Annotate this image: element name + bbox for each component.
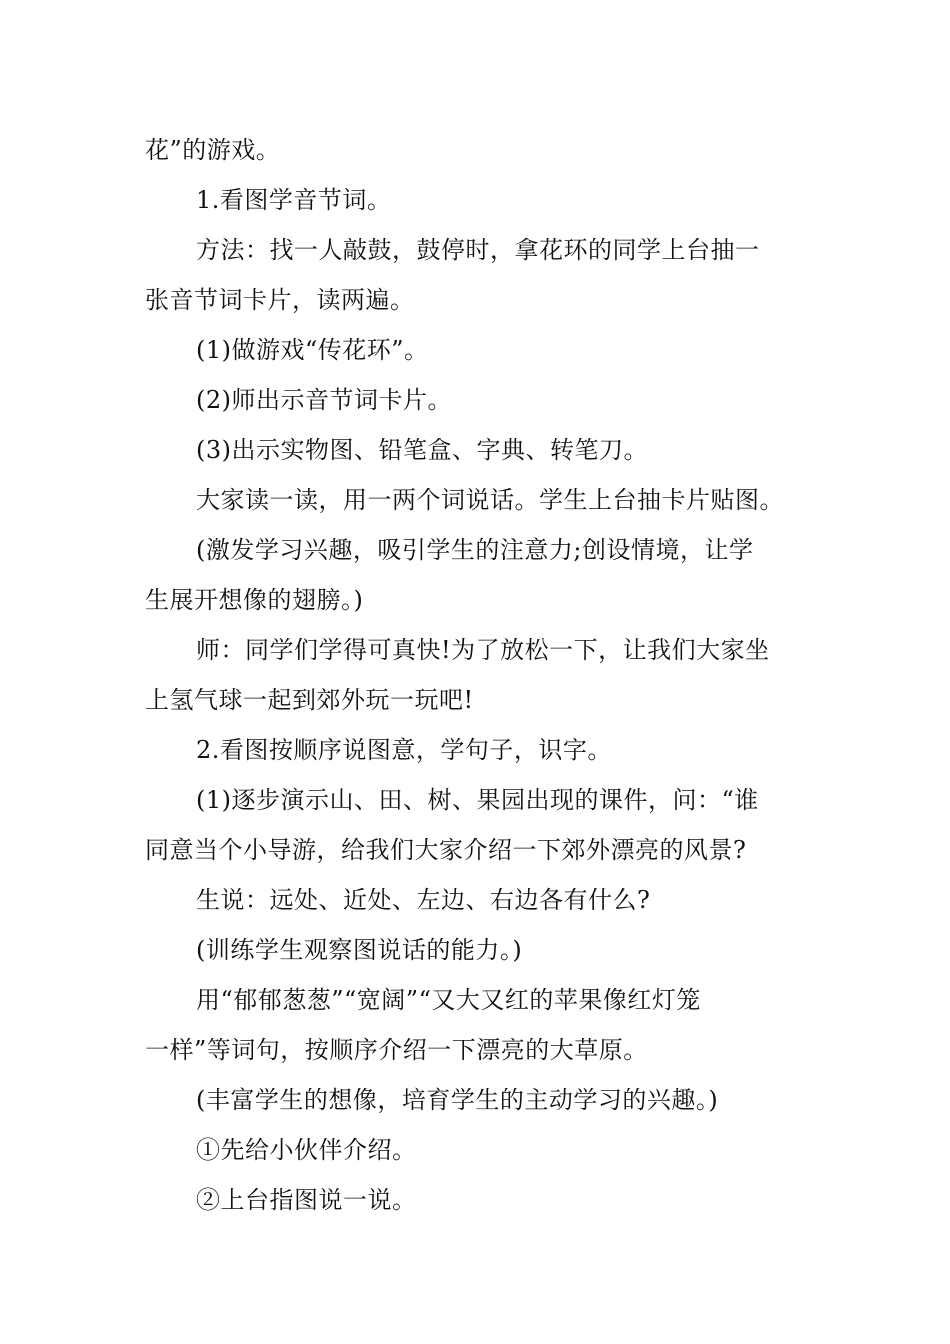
text-line: 方法：找一人敲鼓，鼓停时，拿花环的同学上台抽一: [196, 236, 760, 264]
text-line: (丰富学生的想像，培育学生的主动学习的兴趣。): [196, 1086, 719, 1114]
text-line: 2.看图按顺序说图意，学句子，识字。: [196, 736, 612, 764]
text-line: 一样”等词句，按顺序介绍一下漂亮的大草原。: [145, 1036, 648, 1064]
text-line: 师：同学们学得可真快!为了放松一下，让我们大家坐: [196, 636, 770, 664]
text-line: 大家读一读，用一两个词说话。学生上台抽卡片贴图。: [196, 486, 784, 514]
text-line: (1)做游戏“传花环”。: [196, 336, 429, 364]
text-line: (1)逐步演示山、田、树、果园出现的课件，问：“谁: [196, 786, 759, 814]
text-line: 花”的游戏。: [145, 136, 281, 164]
text-line: (3)出示实物图、铅笔盒、字典、转笔刀。: [196, 436, 648, 464]
text-line: 上氢气球一起到郊外玩一玩吧!: [145, 686, 474, 714]
text-line: ①先给小伙伴介绍。: [196, 1136, 417, 1164]
text-line: (2)师出示音节词卡片。: [196, 386, 452, 414]
text-line: ②上台指图说一说。: [196, 1186, 417, 1214]
text-line: 1.看图学音节词。: [196, 186, 392, 214]
text-line: 生说：远处、近处、左边、右边各有什么?: [196, 886, 651, 914]
text-line: (激发学习兴趣，吸引学生的注意力;创设情境，让学: [196, 536, 754, 564]
text-line: (训练学生观察图说话的能力。): [196, 936, 523, 964]
text-line: 用“郁郁葱葱”“宽阔”“又大又红的苹果像红灯笼: [196, 986, 701, 1014]
text-line: 同意当个小导游，给我们大家介绍一下郊外漂亮的风景?: [145, 836, 747, 864]
text-line: 生展开想像的翅膀。): [145, 586, 364, 614]
text-line: 张音节词卡片，读两遍。: [145, 286, 415, 314]
